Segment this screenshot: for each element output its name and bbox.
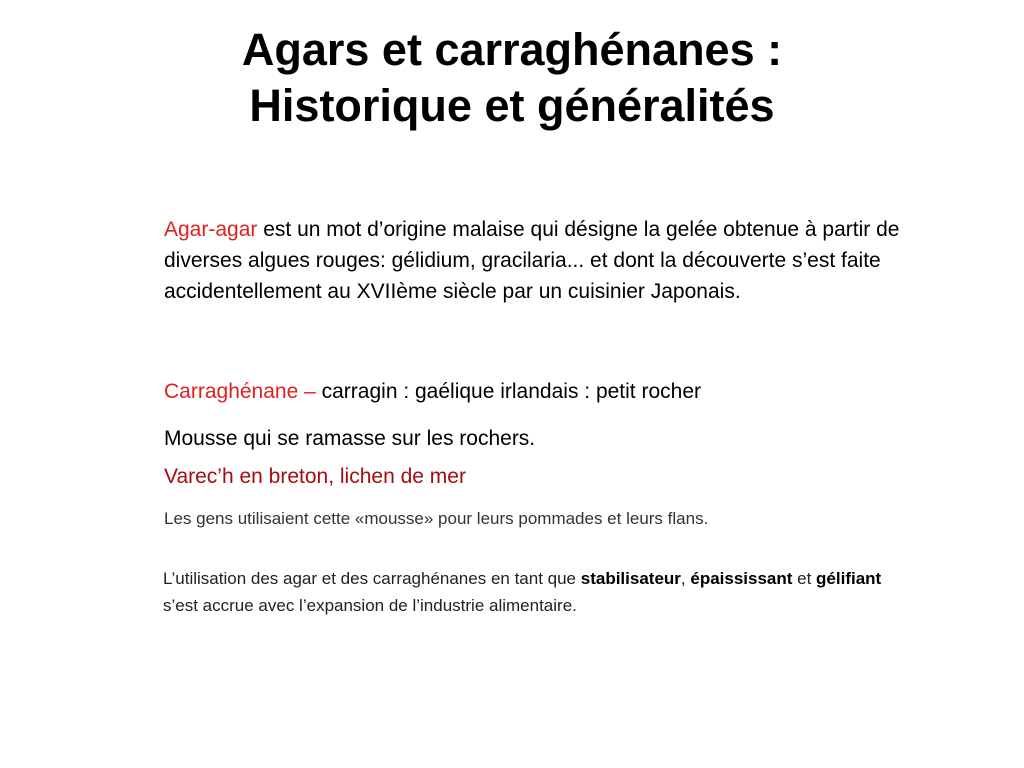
- utilisation-part-4: s’est accrue avec l’expansion de l’industrie alimentaire.: [163, 596, 577, 615]
- utilisation-part-1: L’utilisation des agar et des carraghénanes en tant que: [163, 569, 581, 588]
- varech-line: Varec’h en breton, lichen de mer: [164, 465, 466, 488]
- agar-text: est un mot d’origine malaise qui désigne la gelée obtenue à partir de diverses algues rouges: gélidium, gracilaria... et dont la découverte s’est faite accidentellement au XVIIème siècle par un cuisinier Japonais.: [164, 218, 900, 303]
- utilisation-paragraph: [163, 565, 883, 619]
- agar-paragraph: [164, 214, 954, 307]
- slide-title-line-2: Historique et généralités: [249, 80, 775, 131]
- carraghenane-text: carragin : gaélique irlandais : petit rocher: [321, 380, 701, 403]
- slide-title-line-1: Agars et carraghénanes :: [241, 24, 783, 75]
- keyword-stabilisateur: stabilisateur: [580, 569, 681, 588]
- gens-line: Les gens utilisaient cette «mousse» pour leurs pommades et leurs flans.: [164, 509, 709, 528]
- carraghenane-paragraph: [164, 376, 701, 407]
- utilisation-part-2: ,: [680, 569, 691, 588]
- utilisation-part-3: et: [792, 569, 817, 588]
- keyword-gelifiant: gélifiant: [816, 569, 882, 588]
- slide-title: [0, 22, 1024, 134]
- carraghenane-term: Carraghénane –: [164, 380, 322, 403]
- agar-term: Agar-agar: [164, 218, 258, 241]
- mousse-line: Mousse qui se ramasse sur les rochers.: [164, 427, 536, 450]
- keyword-epaississant: épaississant: [690, 569, 793, 588]
